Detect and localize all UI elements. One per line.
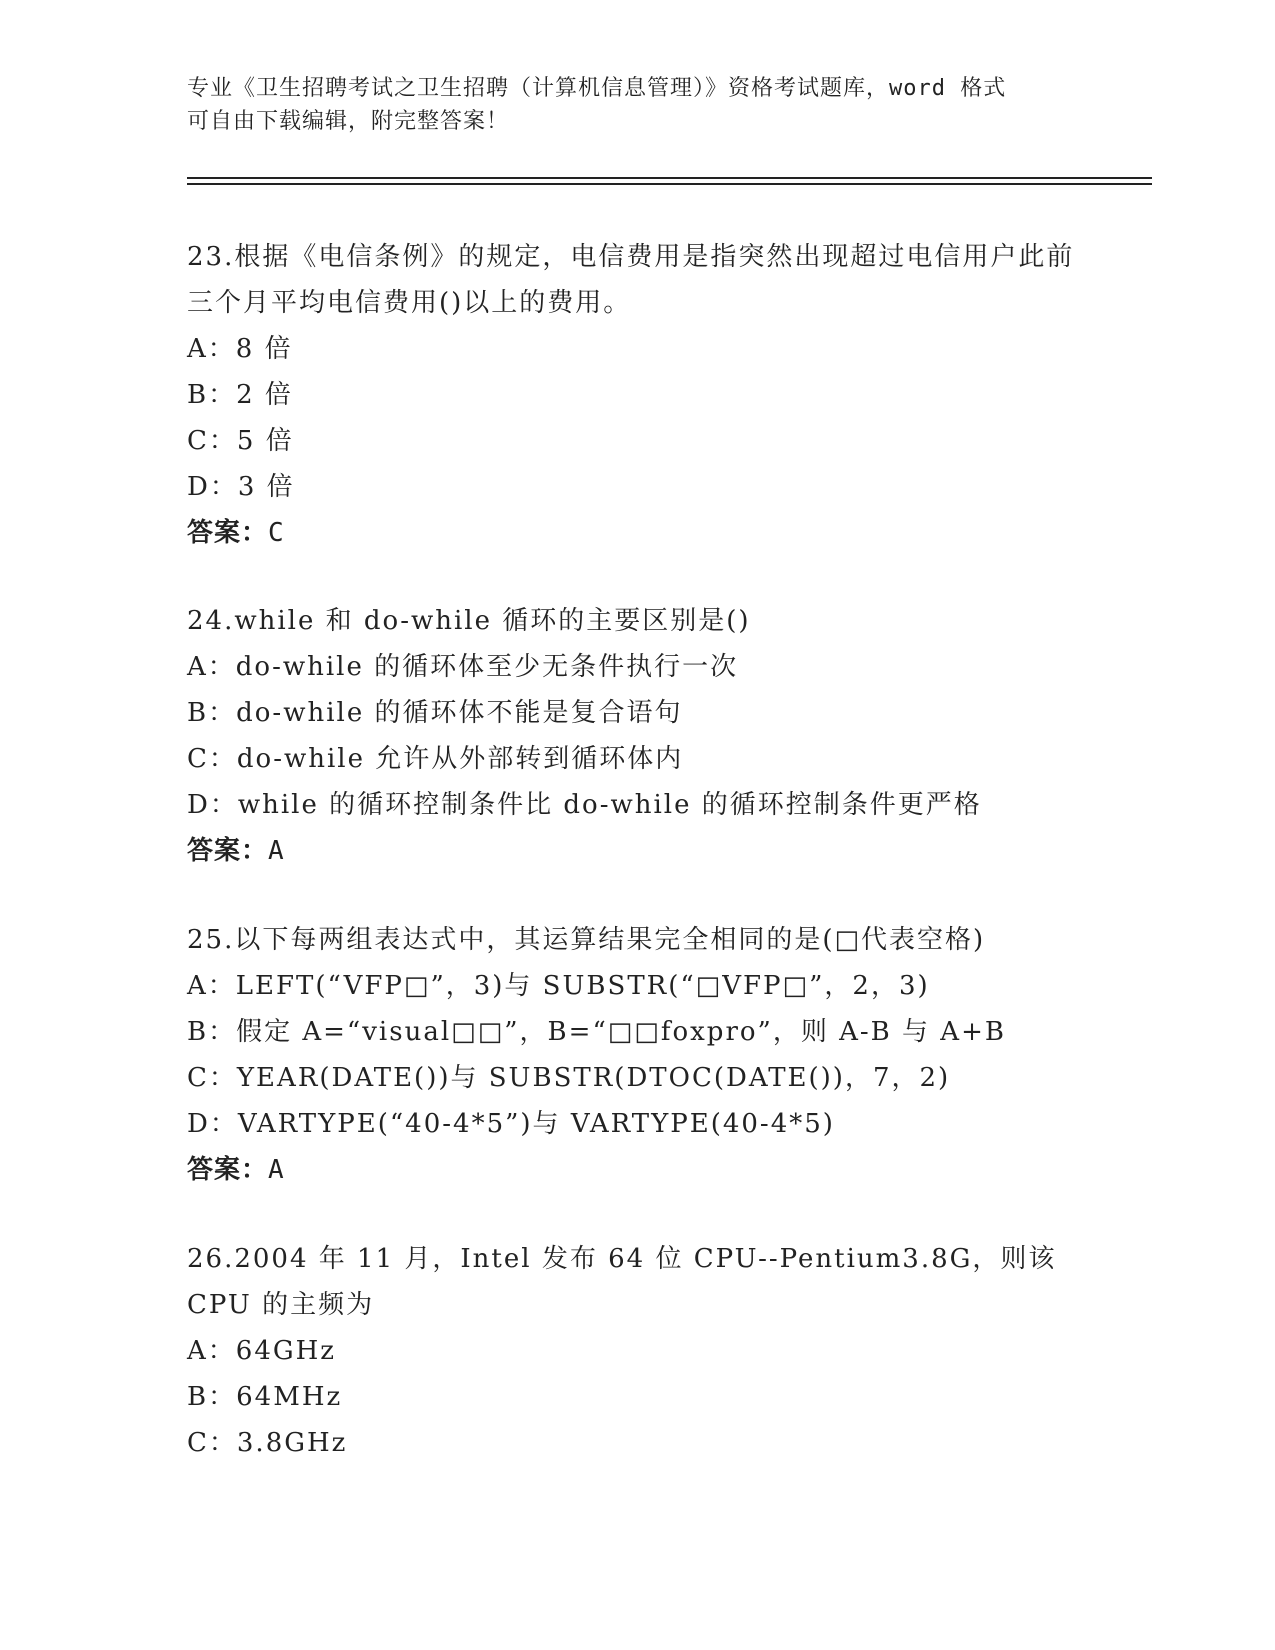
option-c: C：3.8GHz: [187, 1428, 348, 1458]
header-divider-bottom: [187, 183, 1152, 185]
question-text: 25.以下每两组表达式中，其运算结果完全相同的是(□代表空格): [187, 925, 986, 955]
answer-line: [187, 510, 1087, 556]
answer-value: A: [268, 1155, 285, 1185]
option-c: C：do-while 允许从外部转到循环体内: [187, 744, 684, 774]
header-divider-top: [187, 177, 1152, 179]
option-b: B：假定 A=“visual□□”，B=“□□foxpro”，则 A-B 与 A+B: [187, 1017, 1006, 1047]
option-a: A：LEFT(“VFP□”，3)与 SUBSTR(“□VFP□”，2，3): [187, 971, 930, 1001]
answer-line: [187, 1147, 1087, 1193]
question-26: [187, 1236, 1087, 1466]
header-line-2: 可自由下载编辑，附完整答案！: [187, 109, 510, 134]
question-text: 26.2004 年 11 月，Intel 发布 64 位 CPU--Pentium3.8G，则该 CPU 的主频为: [187, 1244, 1057, 1320]
option-a: A：do-while 的循环体至少无条件执行一次: [187, 652, 739, 682]
answer-value: A: [268, 836, 285, 866]
header-line-1: 专业《卫生招聘考试之卫生招聘（计算机信息管理）》资格考试题库，word 格式: [187, 76, 1007, 101]
question-text: 23.根据《电信条例》的规定，电信费用是指突然出现超过电信用户此前三个月平均电信费用()以上的费用。: [187, 242, 1075, 318]
question-23: [187, 234, 1087, 556]
answer-label: 答案：: [187, 518, 269, 548]
option-a: A：8 倍: [187, 334, 293, 364]
answer-value: C: [268, 518, 285, 548]
question-text: 24.while 和 do-while 循环的主要区别是(): [187, 606, 751, 636]
option-d: D：3 倍: [187, 472, 295, 502]
answer-line: [187, 828, 1087, 874]
option-d: D：VARTYPE(“40-4*5”)与 VARTYPE(40-4*5): [187, 1109, 835, 1139]
option-b: B：2 倍: [187, 380, 293, 410]
document-header: [187, 72, 1087, 138]
option-c: C：5 倍: [187, 426, 294, 456]
option-b: B：64MHz: [187, 1382, 343, 1412]
option-c: C：YEAR(DATE())与 SUBSTR(DTOC(DATE())，7，2): [187, 1063, 951, 1093]
option-a: A：64GHz: [187, 1336, 337, 1366]
option-d: D：while 的循环控制条件比 do-while 的循环控制条件更严格: [187, 790, 982, 820]
answer-label: 答案：: [187, 1155, 269, 1185]
option-b: B：do-while 的循环体不能是复合语句: [187, 698, 683, 728]
question-24: [187, 598, 1087, 874]
question-25: [187, 917, 1087, 1193]
answer-label: 答案：: [187, 836, 269, 866]
